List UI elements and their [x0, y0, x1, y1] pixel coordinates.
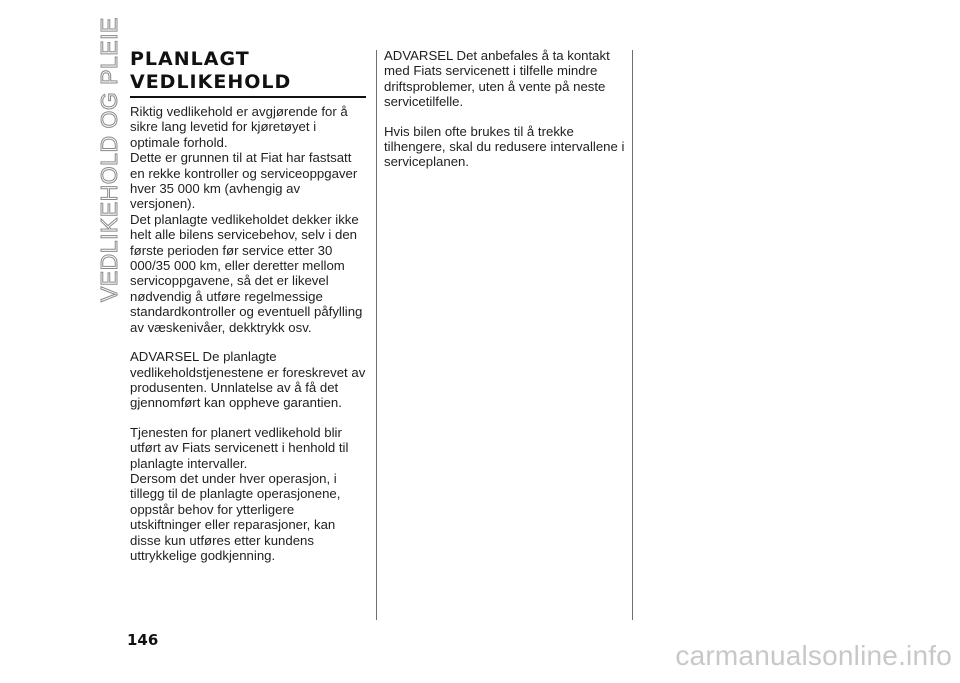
warning-warranty: ADVARSEL De planlagte vedlikeholdstjenestene er foreskrevet av produsenten. Unnlatelse av å få det gjennomført kan oppheve garantien. [130, 349, 366, 411]
paragraph-service-network: Tjenesten for planert vedlikehold blir utført av Fiats servicenett i henhold til planlagte intervaller. [130, 424, 349, 471]
warning-contact-service: ADVARSEL Det anbefales å ta kontakt med Fiats servicenett i tilfelle mindre driftsproblemer, uten å vente på neste servicetilfelle. [384, 48, 610, 110]
section-heading-line-2: VEDLIKEHOLD [130, 71, 292, 93]
paragraph-schedule: Dette er grunnen til at Fiat har fastsatt en rekke kontroller og serviceoppgaver hver 35 000 km (avhengig av versjonen). [130, 150, 358, 212]
side-section-tab [78, 17, 122, 302]
section-heading-line-1: PLANLAGT [130, 48, 250, 70]
section-heading [130, 48, 366, 98]
paragraph-towing: Hvis bilen ofte brukes til å trekke tilhengere, skal du redusere intervallene i serviceplanen. [384, 123, 625, 170]
column-divider [376, 50, 377, 620]
paragraph-additional-repairs: Dersom det under hver operasjon, i tillegg til de planlagte operasjonene, oppstår behov for ytterligere utskiftninger eller reparasjoner, kan disse kun utføres etter kundens uttrykkelige godkjenning. [130, 470, 341, 563]
page-number: 146 [127, 631, 159, 649]
paragraph-coverage: Det planlagte vedlikeholdet dekker ikke helt alle bilens servicebehov, selv i den første perioden før service etter 30 000/35 000 km, eller deretter mellom servicoppgavene, så det er likevel nødvendig å utføre regelmessige standardkontroller og eventuell påfylling av væskenivåer, dekktrykk osv. [130, 211, 363, 335]
side-section-label: VEDLIKEHOLD OG PLEIE [96, 17, 122, 302]
right-column [384, 48, 628, 170]
watermark: carmanualsonline.info [675, 640, 952, 671]
column-divider-right [632, 50, 633, 620]
left-column [130, 48, 366, 563]
paragraph-intro: Riktig vedlikehold er avgjørende for å sikre lang levetid for kjøretøyet i optimale forhold. [130, 104, 348, 150]
